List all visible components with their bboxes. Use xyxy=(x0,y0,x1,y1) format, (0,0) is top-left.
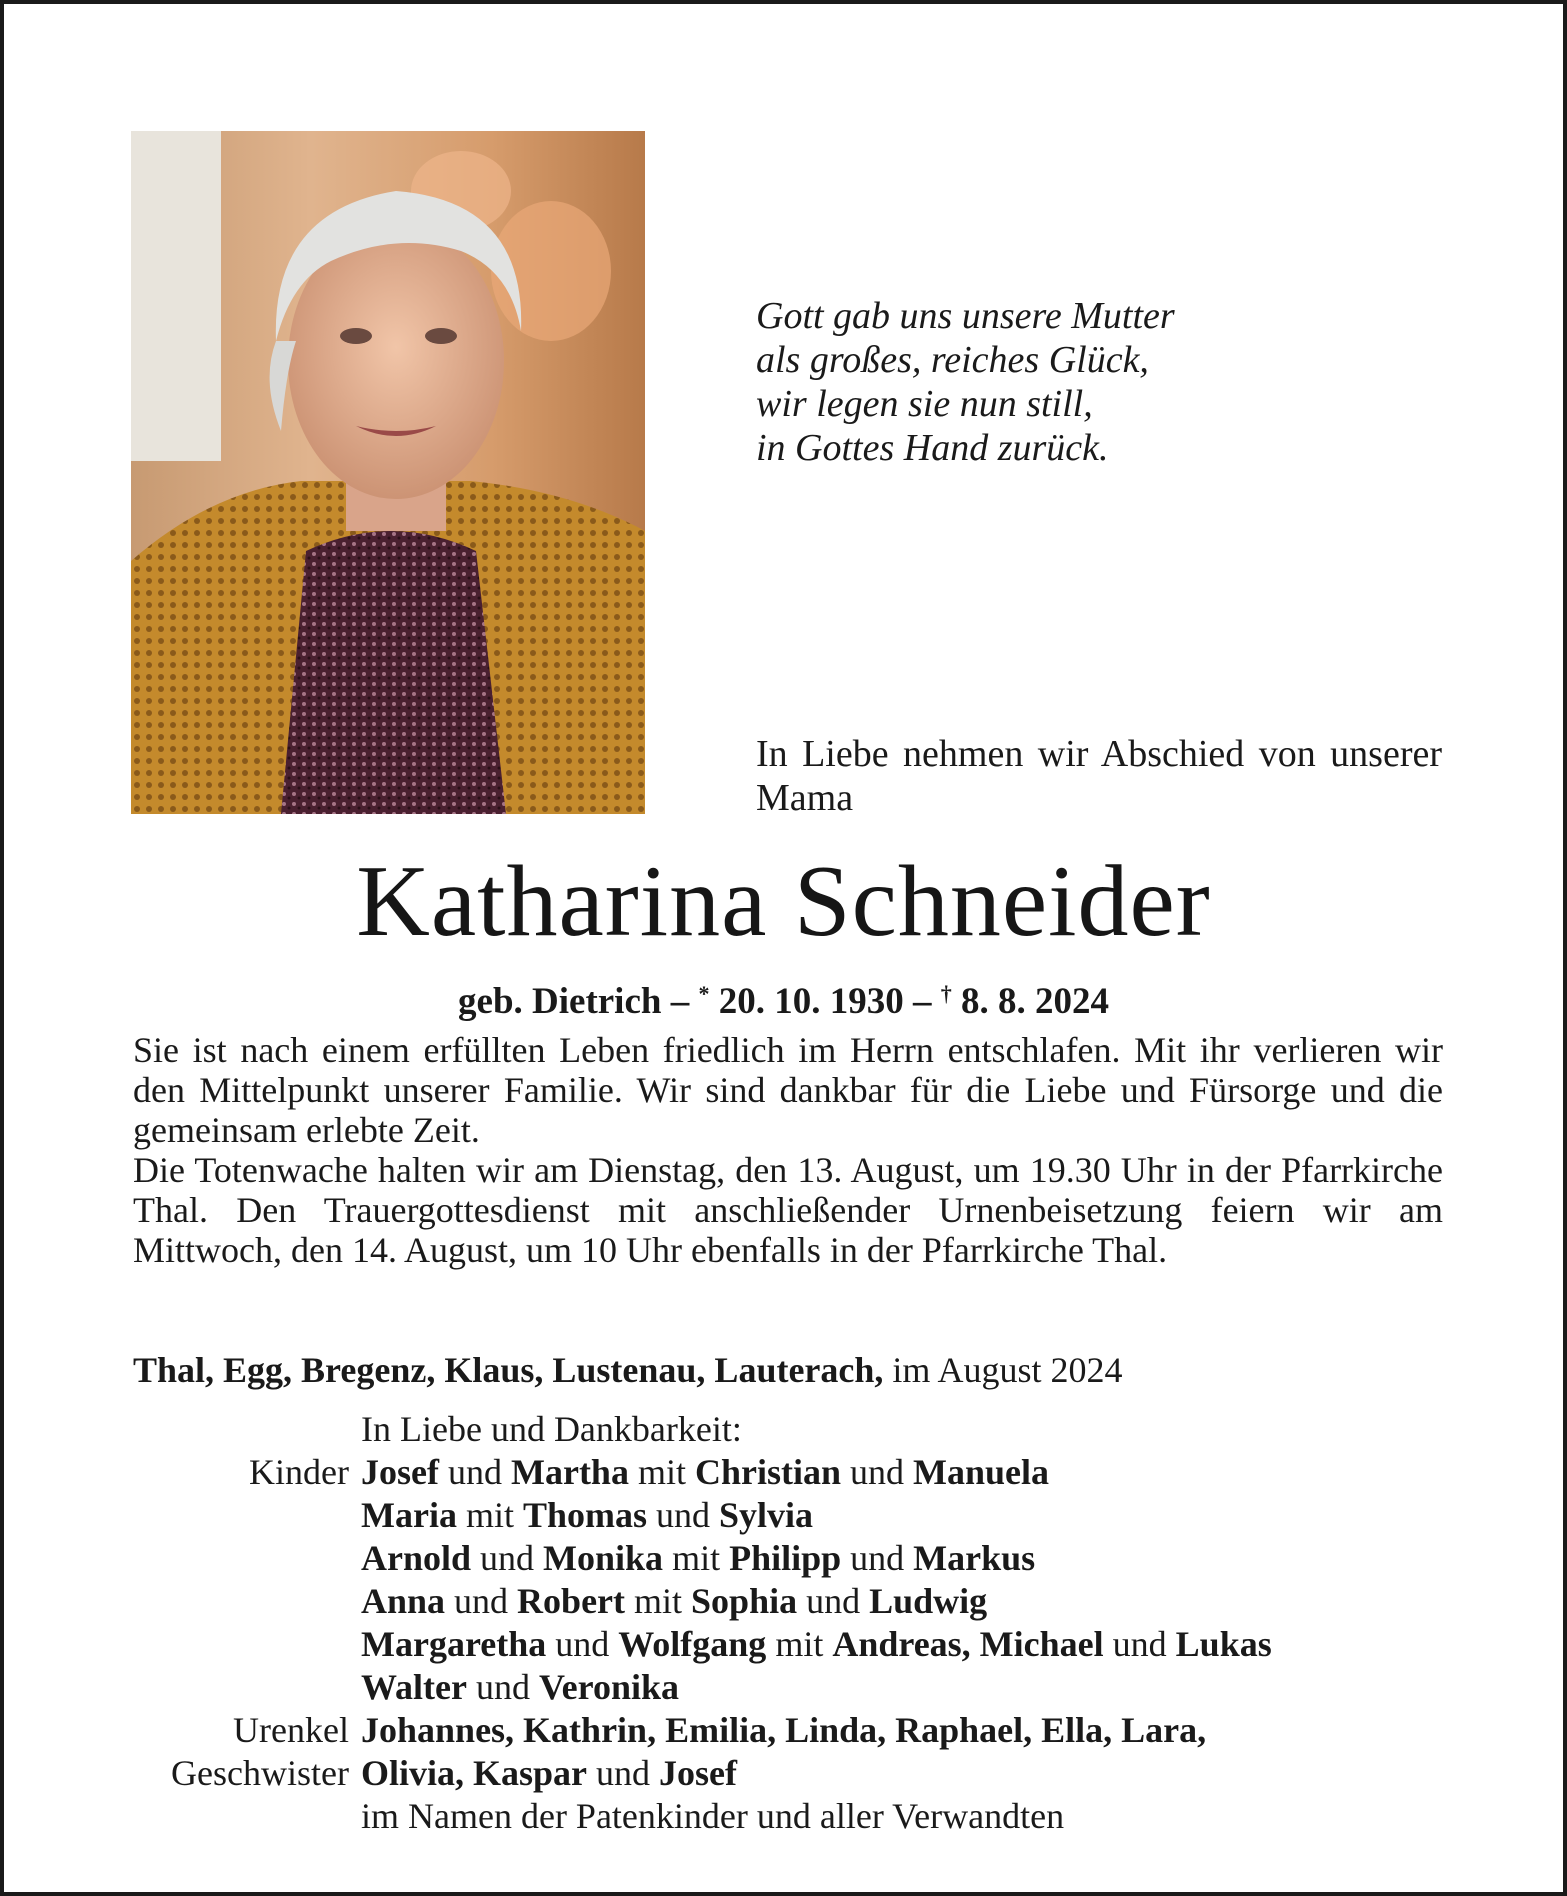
maiden-name: geb. Dietrich xyxy=(458,981,662,1022)
family-name: Christian xyxy=(694,1452,841,1492)
family-row xyxy=(133,1494,1473,1537)
announcement-text xyxy=(133,1030,1443,1270)
family-names xyxy=(361,1451,1473,1494)
family-name: Josef xyxy=(361,1452,439,1492)
verse-line: wir legen sie nun still, xyxy=(756,383,1093,425)
relation-label xyxy=(133,1494,361,1537)
family-row xyxy=(133,1580,1473,1623)
portrait-photo xyxy=(131,131,645,814)
connector: und xyxy=(587,1753,660,1793)
relation-label xyxy=(133,1580,361,1623)
family-greeting: In Liebe und Dankbarkeit: xyxy=(361,1409,742,1449)
connector: und xyxy=(438,1452,511,1492)
family-name: Sylvia xyxy=(719,1495,814,1535)
connector: und xyxy=(797,1581,870,1621)
relation-label xyxy=(133,1537,361,1580)
family-names xyxy=(361,1580,1473,1623)
family-row xyxy=(133,1451,1473,1494)
family-name: Robert xyxy=(517,1581,626,1621)
family-names xyxy=(361,1623,1473,1666)
death-date: 8. 8. 2024 xyxy=(951,981,1109,1022)
connector: und xyxy=(647,1495,720,1535)
family-name: Arnold xyxy=(361,1538,472,1578)
relation-label: Kinder xyxy=(249,1452,349,1492)
connector: und xyxy=(546,1624,619,1664)
places-and-date xyxy=(133,1349,1443,1391)
connector: und xyxy=(466,1667,539,1707)
family-name: Josef xyxy=(659,1753,738,1793)
family-name: Monika xyxy=(543,1538,664,1578)
verse xyxy=(756,294,1456,470)
family-name: Walter xyxy=(361,1667,467,1707)
connector: und xyxy=(471,1538,544,1578)
service-details: Die Totenwache halten wir am Dienstag, den 13. August, um 19.30 Uhr in der Pfarrkirche Thal. Den Trauergottesdienst mit anschließender Urnenbeisetzung feiern wir am Mittwoch, den 14. August, um 10 Uhr ebenfalls in der Pfarrkirche Thal. xyxy=(133,1150,1443,1270)
family-names xyxy=(361,1709,1473,1752)
family-name: Markus xyxy=(913,1538,1036,1578)
family-names xyxy=(361,1752,1473,1795)
family-name: Maria xyxy=(361,1495,457,1535)
announcement-paragraph: Sie ist nach einem erfüllten Leben friedlich im Herrn entschlafen. Mit ihr verlieren wir den Mittelpunkt unserer Familie. Wir sind dankbar für die Liebe und Fürsorge und die gemeinsam erlebte Zeit. xyxy=(133,1030,1443,1150)
family-row xyxy=(133,1623,1473,1666)
verse-line: Gott gab uns unsere Mutter xyxy=(756,295,1175,337)
dash: – xyxy=(903,981,941,1022)
deceased-name: Katharina Schneider xyxy=(356,845,1211,958)
connector: und xyxy=(445,1581,518,1621)
family-name: Martha xyxy=(510,1452,629,1492)
family-name: Andreas, Michael xyxy=(832,1624,1104,1664)
family-name: Thomas xyxy=(522,1495,648,1535)
verse-line: als großes, reiches Glück, xyxy=(756,339,1149,381)
family-name: Olivia, Kaspar xyxy=(361,1753,588,1793)
family-row xyxy=(133,1752,1473,1795)
relation-label: Geschwister xyxy=(171,1753,349,1793)
family-row xyxy=(133,1666,1473,1709)
family-names xyxy=(361,1494,1473,1537)
family-name: Johannes, Kathrin, Emilia, Linda, Raphael, Ella, Lara, xyxy=(361,1710,1207,1750)
connector: mit xyxy=(456,1495,523,1535)
places: Thal, Egg, Bregenz, Klaus, Lustenau, Lauterach, xyxy=(133,1350,884,1390)
family-name: Lukas xyxy=(1175,1624,1272,1664)
family-closing: im Namen der Patenkinder und aller Verwandten xyxy=(361,1796,1065,1836)
dash: – xyxy=(661,981,699,1022)
family-name: Veronika xyxy=(538,1667,680,1707)
family-name: Margaretha xyxy=(361,1624,547,1664)
family-name: Anna xyxy=(361,1581,446,1621)
relation-label: Urenkel xyxy=(233,1710,349,1750)
family-closing-row xyxy=(133,1795,1473,1838)
family-name: Wolfgang xyxy=(618,1624,767,1664)
family-name: Manuela xyxy=(913,1452,1050,1492)
family-greeting-row xyxy=(133,1408,1473,1451)
relation-label xyxy=(133,1623,361,1666)
connector: und xyxy=(841,1452,913,1492)
connector: mit xyxy=(625,1581,692,1621)
verse-line: in Gottes Hand zurück. xyxy=(756,427,1109,469)
birth-date: 20. 10. 1930 xyxy=(709,981,904,1022)
connector: und xyxy=(1103,1624,1176,1664)
family-name: Ludwig xyxy=(869,1581,988,1621)
portrait-illustration xyxy=(131,131,645,814)
family-names xyxy=(361,1666,1473,1709)
life-dates xyxy=(4,972,1563,1024)
family-list xyxy=(133,1408,1473,1838)
connector: mit xyxy=(663,1538,730,1578)
birth-star-icon: * xyxy=(698,981,710,1006)
connector: mit xyxy=(628,1452,695,1492)
connector: mit xyxy=(766,1624,833,1664)
announcement-date: im August 2024 xyxy=(883,1350,1123,1390)
family-name: Philipp xyxy=(729,1538,842,1578)
family-name: Sophia xyxy=(691,1581,798,1621)
family-row xyxy=(133,1709,1473,1752)
connector: und xyxy=(841,1538,914,1578)
relation-label xyxy=(133,1666,361,1709)
death-cross-icon: † xyxy=(940,981,952,1006)
farewell-intro: In Liebe nehmen wir Abschied von unserer Mama xyxy=(756,733,1442,819)
family-names xyxy=(361,1537,1473,1580)
family-row xyxy=(133,1537,1473,1580)
